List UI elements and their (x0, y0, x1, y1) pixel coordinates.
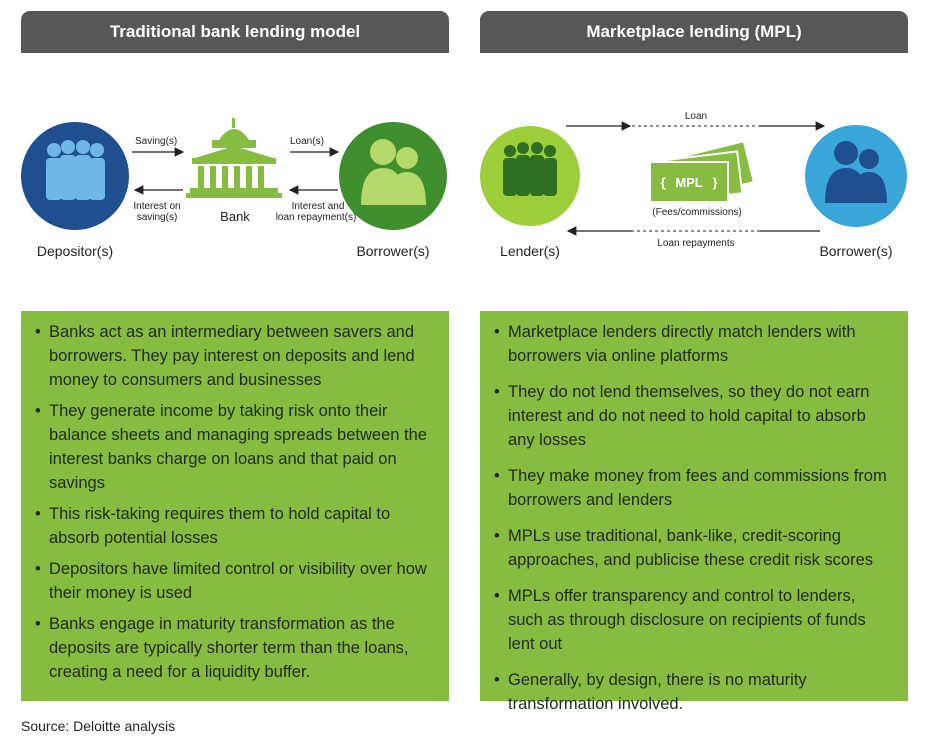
loans-label: Loan(s) (290, 136, 324, 147)
lenders-label: Lender(s) (500, 243, 560, 259)
list-item: • Banks act as an intermediary between savers and borrowers. They pay interest on deposits and lend money to consumers and businesses (35, 320, 435, 392)
fees-label: (Fees/commissions) (652, 207, 742, 218)
interest-loan-repayment-label-2: loan repayment(s) (275, 212, 357, 223)
list-item: • They make money from fees and commissions from borrowers and lenders (494, 464, 894, 512)
list-item: • This risk-taking requires them to hold capital to absorb potential losses (35, 502, 435, 550)
bank-icon (186, 118, 282, 198)
interest-loan-repayment-label-1: Interest and (291, 201, 345, 212)
list-item: • They generate income by taking risk onto their balance sheets and managing spreads between the interest banks charge on loans and that paid on savings (35, 399, 435, 495)
traditional-bank-title: Traditional bank lending model (109, 22, 361, 41)
list-item: • MPLs use traditional, bank-like, credit-scoring approaches, and publicise these credit risk scores (494, 524, 894, 572)
borrowers-icon-right (805, 125, 907, 227)
interest-on-savings-label-1: Interest on (133, 201, 181, 212)
list-item: • Depositors have limited control or visibility over how their money is used (35, 557, 435, 605)
list-item: • Marketplace lenders directly match lenders with borrowers via online platforms (494, 320, 894, 368)
mpl-label: MPL (675, 175, 703, 190)
loan-repayments-label: Loan repayments (657, 238, 735, 249)
mpl-brace-left-icon: { (660, 175, 666, 190)
borrowers-icon-left (339, 122, 447, 230)
savings-label: Saving(s) (135, 136, 178, 147)
mpl-bullets (480, 311, 908, 713)
mpl-brace-right-icon: } (712, 175, 718, 190)
depositors-label: Depositor(s) (36, 243, 114, 259)
traditional-bank-header (21, 11, 449, 53)
lenders-icon (480, 126, 580, 226)
mpl-header (480, 11, 908, 53)
list-item: • Generally, by design, there is no maturity transformation involved. (494, 668, 894, 716)
depositors-icon (21, 122, 129, 230)
interest-on-savings-label-2: saving(s) (136, 212, 178, 223)
list-item: • Banks engage in maturity transformation as the deposits are typically shorter term than the loans, creating a need for a liquidity buffer. (35, 612, 435, 684)
borrowers-label-right: Borrower(s) (819, 243, 893, 259)
loan-label: Loan (684, 111, 708, 122)
traditional-bank-bullets (21, 311, 449, 701)
mpl-title: Marketplace lending (MPL) (586, 22, 802, 41)
lending-diagram (0, 100, 942, 280)
bank-label: Bank (220, 209, 250, 224)
mpl-money-icon (650, 141, 754, 202)
source-note: Source: Deloitte analysis (21, 718, 176, 734)
borrowers-label-left: Borrower(s) (356, 243, 430, 259)
list-item: • They do not lend themselves, so they do not earn interest and do not need to hold capital to absorb any losses (494, 380, 894, 452)
list-item: • MPLs offer transparency and control to lenders, such as through disclosure on recipients of funds lent out (494, 584, 894, 656)
